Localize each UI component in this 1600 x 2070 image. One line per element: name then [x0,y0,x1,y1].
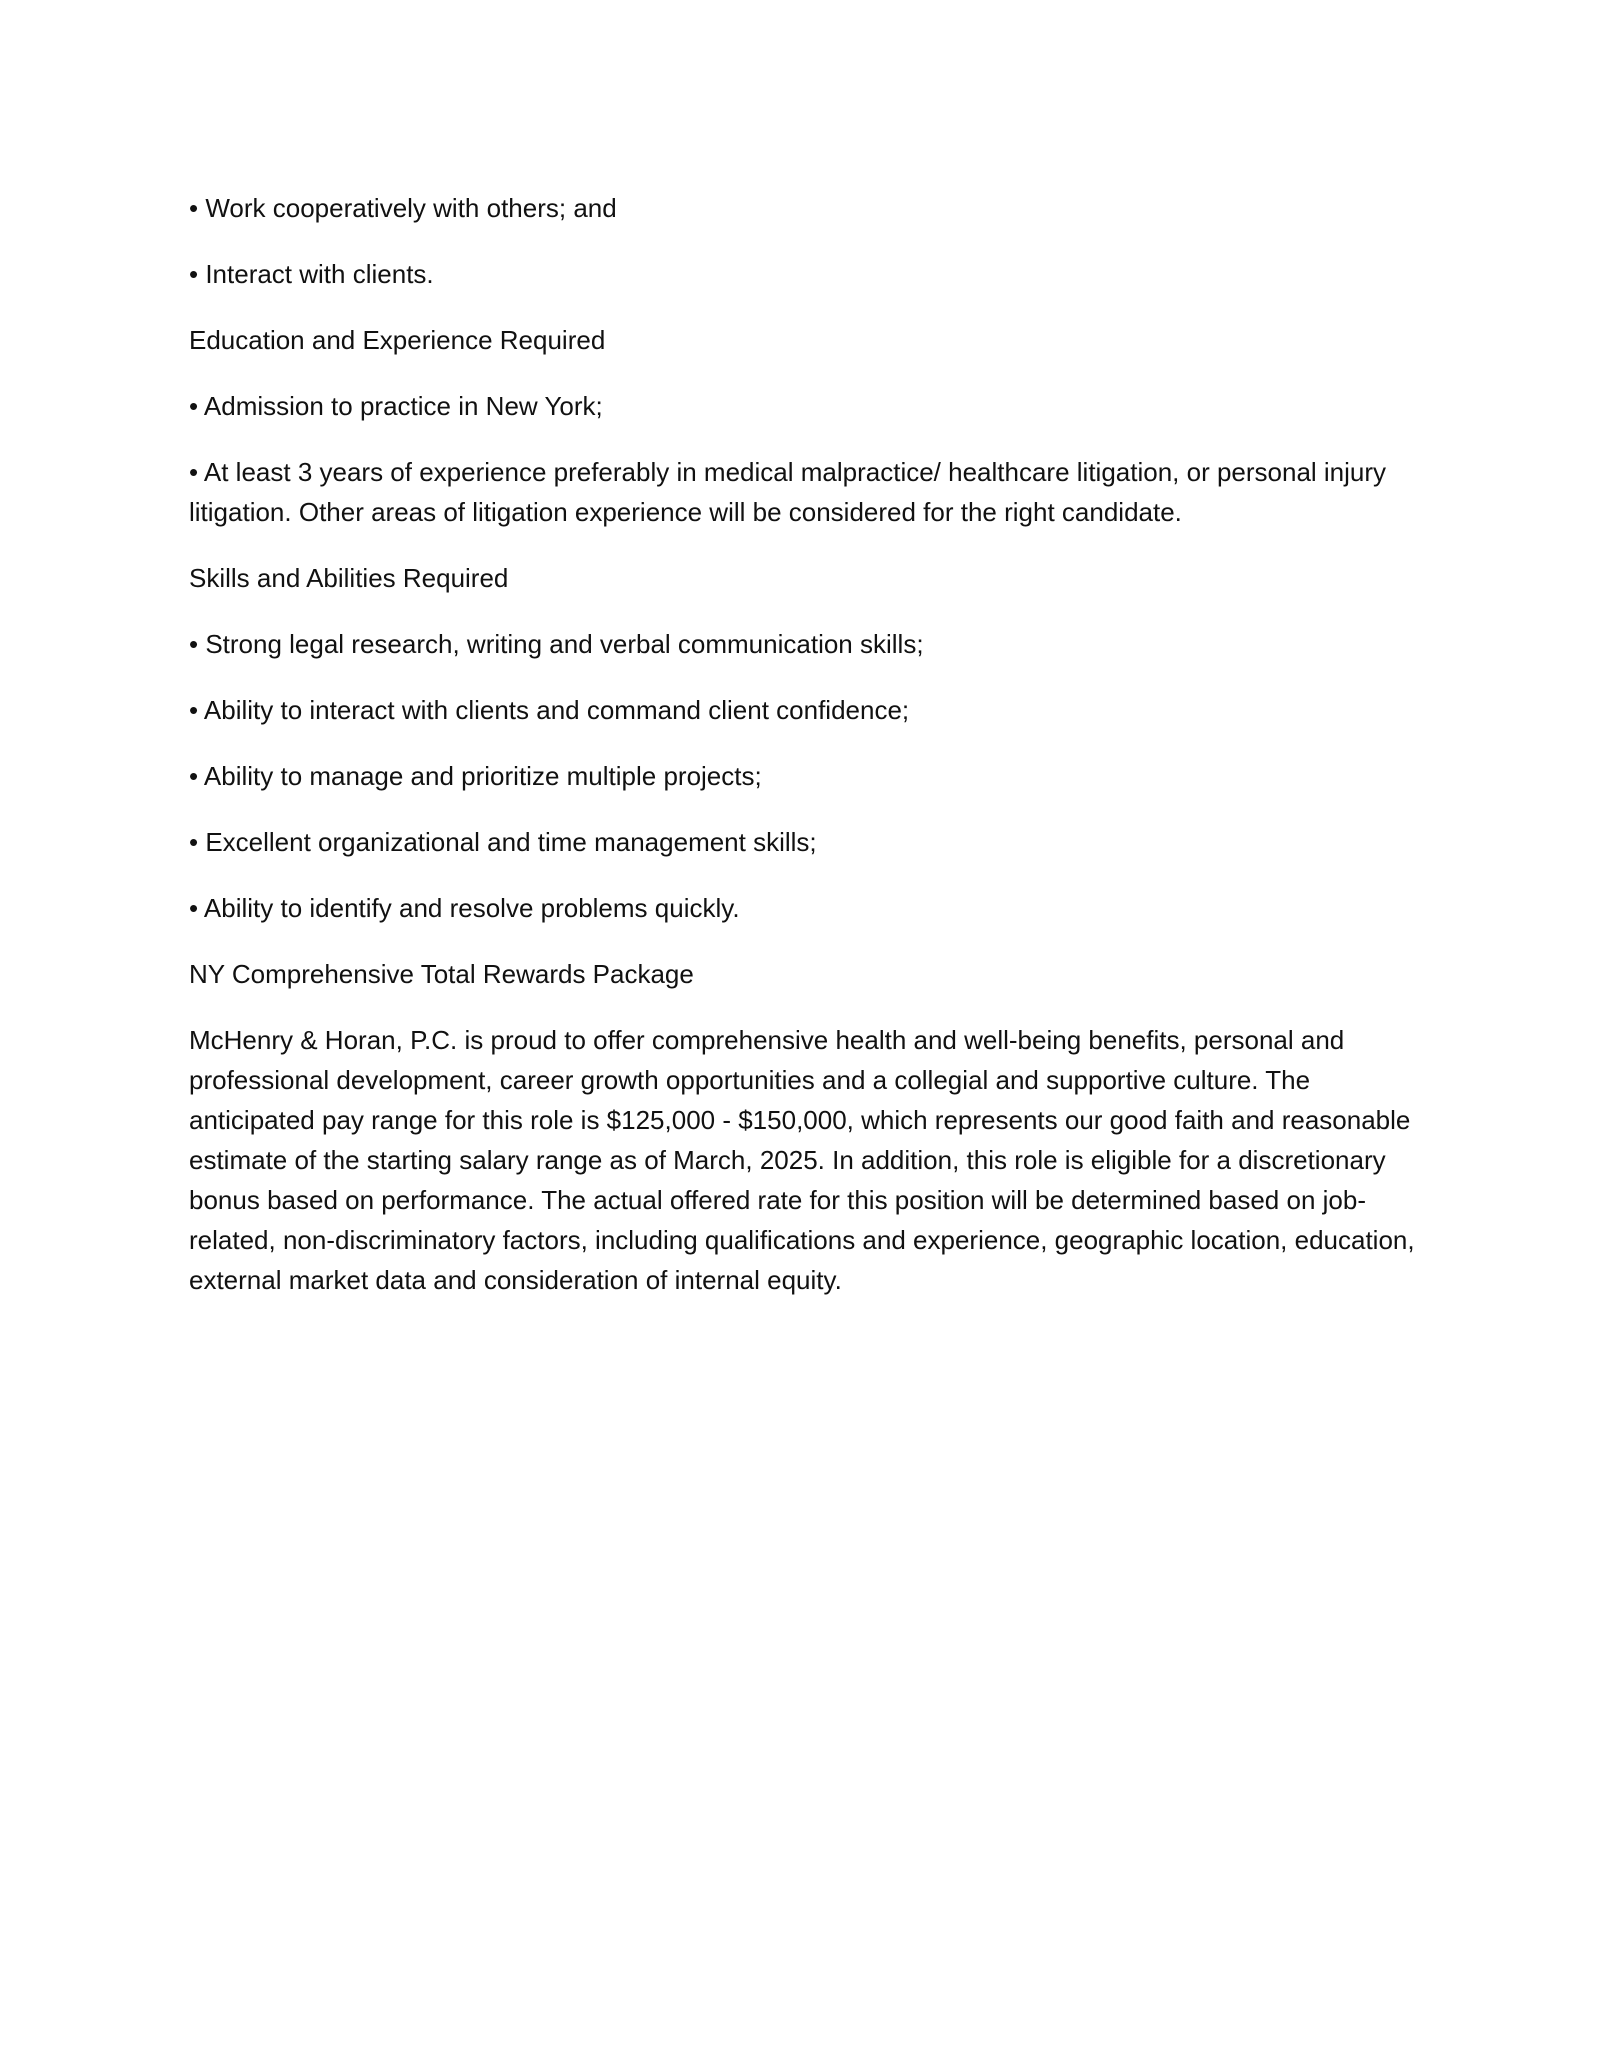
document-body [189,188,1415,1326]
bullet-work-cooperatively: • Work cooperatively with others; and [189,193,617,223]
section-heading-education: Education and Experience Required [189,325,606,355]
bullet-experience: • At least 3 years of experience preferably in medical malpractice/ healthcare litigation, or personal injury litigation. Other areas of litigation experience will be considered for the right candidate. [189,457,1387,527]
bullet-admission: • Admission to practice in New York; [189,391,603,421]
section-heading-skills: Skills and Abilities Required [189,563,509,593]
bullet-legal-research: • Strong legal research, writing and verbal communication skills; [189,629,924,659]
bullet-organizational-skills: • Excellent organizational and time management skills; [189,827,817,857]
bullet-manage-projects: • Ability to manage and prioritize multiple projects; [189,761,762,791]
bullet-interact-clients: • Interact with clients. [189,259,434,289]
bullet-client-confidence: • Ability to interact with clients and command client confidence; [189,695,910,725]
section-heading-rewards: NY Comprehensive Total Rewards Package [189,959,694,989]
rewards-paragraph: McHenry & Horan, P.C. is proud to offer comprehensive health and well-being benefits, personal and professional development, career growth opportunities and a collegial and supportive culture. The anticipated pay range for this role is $125,000 - $150,000, which represents our good faith and reasonable estimate of the starting salary range as of March, 2025. In addition, this role is eligible for a discretionary bonus based on performance. The actual offered rate for this position will be determined based on job-related, non-discriminatory factors, including qualifications and experience, geographic location, education, external market data and consideration of internal equity. [189,1025,1415,1295]
bullet-resolve-problems: • Ability to identify and resolve problems quickly. [189,893,740,923]
